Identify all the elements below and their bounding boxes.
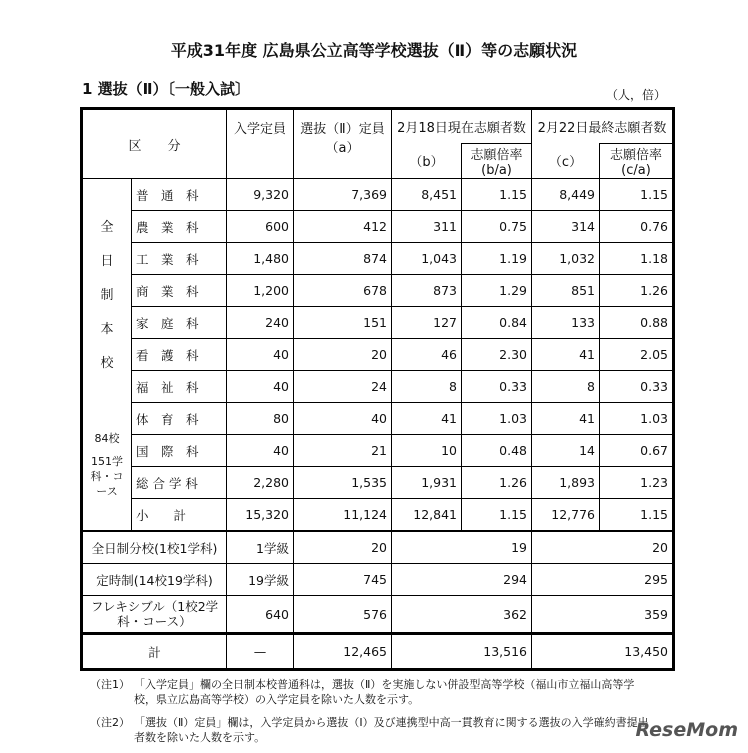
value-cell: 40 xyxy=(227,339,294,371)
value-cell: 20 xyxy=(294,531,392,564)
value-cell: 0.88 xyxy=(600,307,674,339)
value-cell: 2.30 xyxy=(462,339,532,371)
value-cell: 1.03 xyxy=(600,403,674,435)
table-row xyxy=(82,307,674,339)
value-cell: 873 xyxy=(392,275,462,307)
subject-name: 工 業 科 xyxy=(132,243,227,275)
group-label-char: 日 xyxy=(100,253,114,269)
value-cell: 314 xyxy=(532,211,600,243)
value-cell: 600 xyxy=(227,211,294,243)
value-cell: 1,535 xyxy=(294,467,392,499)
table-row xyxy=(82,243,674,275)
value-cell: 41 xyxy=(532,339,600,371)
value-cell: 2,280 xyxy=(227,467,294,499)
value-cell: 576 xyxy=(294,596,392,634)
category-name: 定時制(14校19学科) xyxy=(82,564,227,596)
value-cell: 1.03 xyxy=(462,403,532,435)
value-cell: 678 xyxy=(294,275,392,307)
value-cell: 1,480 xyxy=(227,243,294,275)
value-cell: 0.76 xyxy=(600,211,674,243)
subject-name: 看 護 科 xyxy=(132,339,227,371)
value-cell: 2.05 xyxy=(600,339,674,371)
value-cell: 311 xyxy=(392,211,462,243)
value-cell: — xyxy=(227,634,294,670)
header-ratio-b: 志願倍率(b/a) xyxy=(462,144,532,179)
value-cell: 41 xyxy=(392,403,462,435)
value-cell: 745 xyxy=(294,564,392,596)
value-cell: 240 xyxy=(227,307,294,339)
value-cell: 0.84 xyxy=(462,307,532,339)
value-cell: 362 xyxy=(392,596,532,634)
value-cell: 1.15 xyxy=(600,179,674,211)
table-row xyxy=(82,275,674,307)
group-label-cell xyxy=(82,179,132,532)
header-ratio-c: 志願倍率(c/a) xyxy=(600,144,674,179)
note-text: 「入学定員」欄の全日制本校普通科は，選抜（Ⅱ）を実施しない併設型高等学校（福山市立福山高等学校，県立広島高等学校）の入学定員を除いた人数を示す。 xyxy=(134,678,635,706)
note-1 xyxy=(90,677,740,707)
value-cell: 127 xyxy=(392,307,462,339)
total-label: 計 xyxy=(82,634,227,670)
value-cell: 1,931 xyxy=(392,467,462,499)
value-cell: 1学級 xyxy=(227,531,294,564)
header-c: （c） xyxy=(532,144,600,179)
value-cell: 8 xyxy=(392,371,462,403)
value-cell: 1.19 xyxy=(462,243,532,275)
value-cell: 1.15 xyxy=(600,499,674,532)
table-row xyxy=(82,403,674,435)
value-cell: 11,124 xyxy=(294,499,392,532)
subject-name: 農 業 科 xyxy=(132,211,227,243)
value-cell: 20 xyxy=(294,339,392,371)
table-row xyxy=(82,531,674,564)
value-cell: 1,043 xyxy=(392,243,462,275)
value-cell: 13,516 xyxy=(392,634,532,670)
header-feb22: 2月22日最終志願者数 xyxy=(532,109,674,144)
value-cell: 8,451 xyxy=(392,179,462,211)
value-cell: 80 xyxy=(227,403,294,435)
value-cell: 294 xyxy=(392,564,532,596)
school-count: 84校 xyxy=(94,431,120,445)
value-cell: 9,320 xyxy=(227,179,294,211)
value-cell: 0.33 xyxy=(600,371,674,403)
value-cell: 0.75 xyxy=(462,211,532,243)
total-row xyxy=(82,634,674,670)
subject-name: 普 通 科 xyxy=(132,179,227,211)
category-name: 全日制分校(1校1学科) xyxy=(82,531,227,564)
header-sel-cap-label: 選抜（Ⅱ）定員 xyxy=(300,122,385,137)
table-row xyxy=(82,467,674,499)
header-capacity: 入学定員 xyxy=(227,109,294,179)
value-cell: 1,032 xyxy=(532,243,600,275)
table-row xyxy=(82,564,674,596)
value-cell: 8 xyxy=(532,371,600,403)
value-cell: 12,465 xyxy=(294,634,392,670)
value-cell: 46 xyxy=(392,339,462,371)
value-cell: 0.48 xyxy=(462,435,532,467)
header-a: （a） xyxy=(325,141,360,156)
header-feb18: 2月18日現在志願者数 xyxy=(392,109,532,144)
value-cell: 295 xyxy=(532,564,674,596)
course-count: 151学科・コース xyxy=(90,454,124,498)
table-row xyxy=(82,211,674,243)
value-cell: 40 xyxy=(294,403,392,435)
value-cell: 1.26 xyxy=(600,275,674,307)
table-row xyxy=(82,371,674,403)
value-cell: 19 xyxy=(392,531,532,564)
subject-name: 小 計 xyxy=(132,499,227,532)
value-cell: 13,450 xyxy=(532,634,674,670)
value-cell: 874 xyxy=(294,243,392,275)
value-cell: 0.67 xyxy=(600,435,674,467)
header-b: （b） xyxy=(392,144,462,179)
value-cell: 1.29 xyxy=(462,275,532,307)
subject-name: 国 際 科 xyxy=(132,435,227,467)
value-cell: 24 xyxy=(294,371,392,403)
value-cell: 7,369 xyxy=(294,179,392,211)
subject-name: 総 合 学 科 xyxy=(132,467,227,499)
value-cell: 12,841 xyxy=(392,499,462,532)
value-cell: 20 xyxy=(532,531,674,564)
table-row xyxy=(82,179,674,211)
value-cell: 8,449 xyxy=(532,179,600,211)
table-row xyxy=(82,596,674,634)
value-cell: 133 xyxy=(532,307,600,339)
value-cell: 359 xyxy=(532,596,674,634)
value-cell: 1.15 xyxy=(462,499,532,532)
value-cell: 151 xyxy=(294,307,392,339)
value-cell: 1.15 xyxy=(462,179,532,211)
subject-name: 体 育 科 xyxy=(132,403,227,435)
value-cell: 851 xyxy=(532,275,600,307)
note-label: （注2） xyxy=(90,716,130,729)
value-cell: 1.18 xyxy=(600,243,674,275)
value-cell: 412 xyxy=(294,211,392,243)
applicant-table xyxy=(80,107,675,671)
subject-name: 福 祉 科 xyxy=(132,371,227,403)
subject-name: 商 業 科 xyxy=(132,275,227,307)
value-cell: 0.33 xyxy=(462,371,532,403)
note-label: （注1） xyxy=(90,678,130,691)
value-cell: 640 xyxy=(227,596,294,634)
unit-label: （人，倍） xyxy=(606,88,667,102)
value-cell: 21 xyxy=(294,435,392,467)
subject-name: 家 庭 科 xyxy=(132,307,227,339)
group-label-char: 全 xyxy=(100,219,114,235)
table-row xyxy=(82,499,674,532)
resemom-logo: ReseMom xyxy=(635,719,738,741)
value-cell: 1,893 xyxy=(532,467,600,499)
value-cell: 15,320 xyxy=(227,499,294,532)
content xyxy=(80,107,740,753)
value-cell: 14 xyxy=(532,435,600,467)
value-cell: 1.23 xyxy=(600,467,674,499)
value-cell: 1,200 xyxy=(227,275,294,307)
group-label-char: 校 xyxy=(100,355,114,371)
header-kubun: 区 分 xyxy=(82,109,227,179)
note-text: 「選抜（Ⅱ）定員」欄は，入学定員から選抜（Ⅰ）及び連携型中高一貫教育に関する選抜の入学確約書提出者数を除いた人数を示す。 xyxy=(134,716,649,744)
value-cell: 10 xyxy=(392,435,462,467)
group-label-char: 本 xyxy=(100,321,114,337)
notes xyxy=(80,677,740,745)
value-cell: 1.26 xyxy=(462,467,532,499)
table-row xyxy=(82,435,674,467)
value-cell: 40 xyxy=(227,435,294,467)
page-title: 平成31年度 広島県公立高等学校選抜（Ⅱ）等の志願状況 xyxy=(170,41,578,60)
value-cell: 40 xyxy=(227,371,294,403)
category-name: フレキシブル（1校2学科・コース） xyxy=(82,596,227,634)
header-sel-cap xyxy=(294,109,392,179)
group-label-char: 制 xyxy=(100,287,114,303)
table-row xyxy=(82,339,674,371)
value-cell: 19学級 xyxy=(227,564,294,596)
section-title: 1 選抜（Ⅱ）〔一般入試〕 xyxy=(82,80,251,98)
value-cell: 41 xyxy=(532,403,600,435)
value-cell: 12,776 xyxy=(532,499,600,532)
